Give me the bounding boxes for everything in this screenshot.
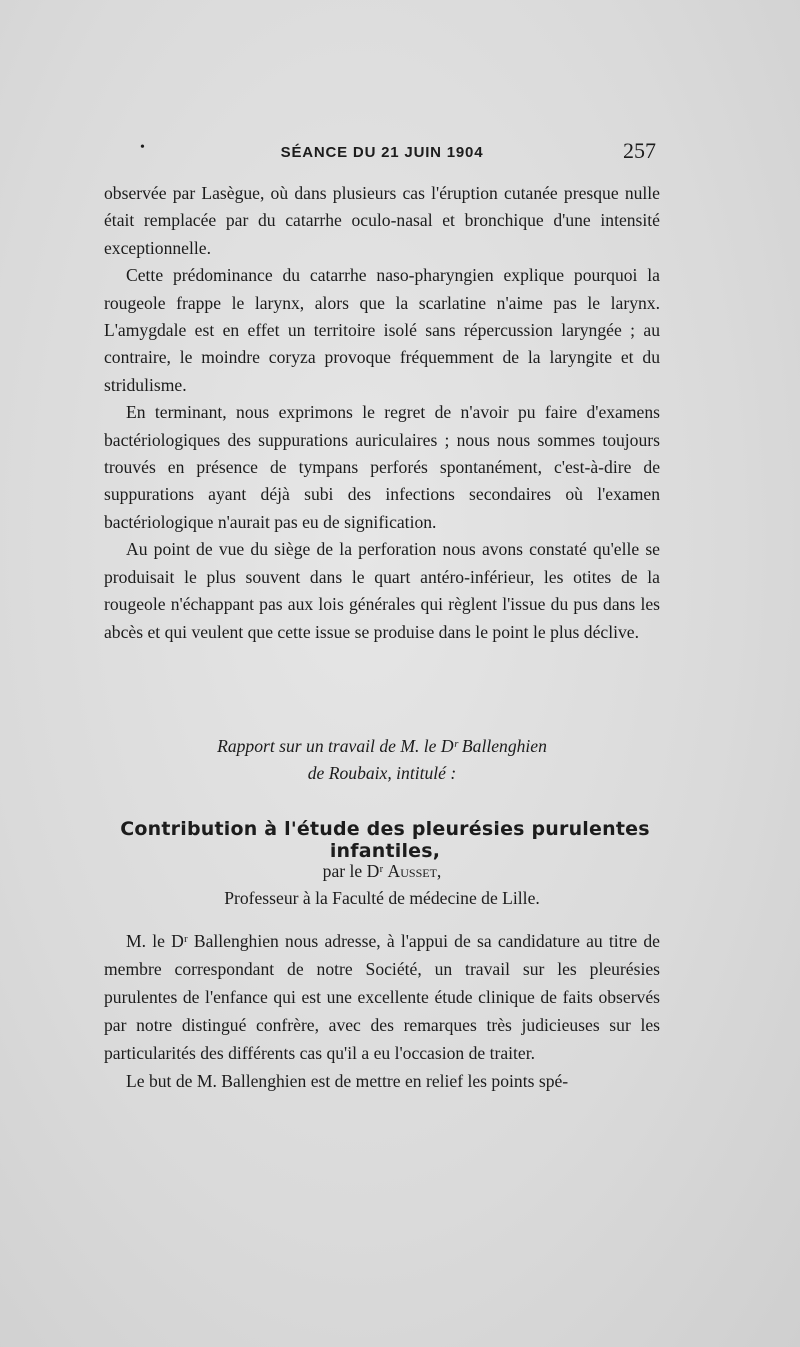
rapport-line: Rapport sur un travail de M. le Dʳ Ballenghien [217, 736, 547, 756]
paragraph: Cette prédominance du catarrhe naso-pharyngien explique pourquoi la rougeole frappe le larynx, alors que la scarlatine n'aime pas le larynx. L'amygdale est en effet un territoire isolé sans répercussion laryngée ; au contraire, le moindre coryza provoque fréquemment de la laryngite et du stridulisme. [104, 265, 660, 395]
author-name: Ausset, [387, 861, 442, 881]
paragraph: Au point de vue du siège de la perforation nous avons constaté qu'elle se produisait le plus souvent dans le quart antéro-inférieur, les otites de la rougeole n'échappant pas aux lois générales qui règlent l'issue du pus dans les abcès et qui veulent que cette issue se produise dans le point le plus déclive. [104, 539, 660, 642]
body-text [104, 180, 660, 646]
rapport-heading [104, 733, 660, 787]
page-header [104, 138, 660, 168]
author-affiliation: Professeur à la Faculté de médecine de Lille. [224, 888, 540, 908]
bullet-mark: • [140, 140, 145, 155]
paragraph: observée par Lasègue, où dans plusieurs cas l'éruption cutanée presque nulle était remplacée par du catarrhe oculo-nasal et bronchique d'une intensité exceptionnelle. [104, 183, 660, 258]
paragraph: En terminant, nous exprimons le regret de n'avoir pu faire d'examens bactériologiques des suppurations auriculaires ; nous nous sommes toujours trouvés en présence de tympans perforés spontanément, c'est-à-dire de suppurations ayant déjà subi des infections secondaires où l'examen bactériologique n'aurait pas eu de signification. [104, 402, 660, 532]
rapport-line: de Roubaix, intitulé : [307, 763, 457, 783]
article-title: Contribution à l'étude des pleurésies purulentes infantiles, [120, 818, 650, 862]
page-number: 257 [623, 138, 656, 163]
running-title: SÉANCE DU 21 JUIN 1904 [280, 144, 484, 161]
author-prefix: par le Dʳ [322, 861, 388, 881]
paragraph: Le but de M. Ballenghien est de mettre en relief les points spé- [126, 1071, 569, 1091]
author-block [104, 858, 660, 912]
author-line [104, 858, 660, 885]
paragraph: M. le Dʳ Ballenghien nous adresse, à l'appui de sa candidature au titre de membre correspondant de notre Société, un travail sur les pleurésies purulentes de l'enfance qui est une excellente étude clinique de faits observés par notre distingué confrère, avec des remarques très judicieuses sur les particularités des différents cas qu'il a eu l'occasion de traiter. [104, 931, 660, 1063]
body-text-2 [104, 927, 660, 1095]
